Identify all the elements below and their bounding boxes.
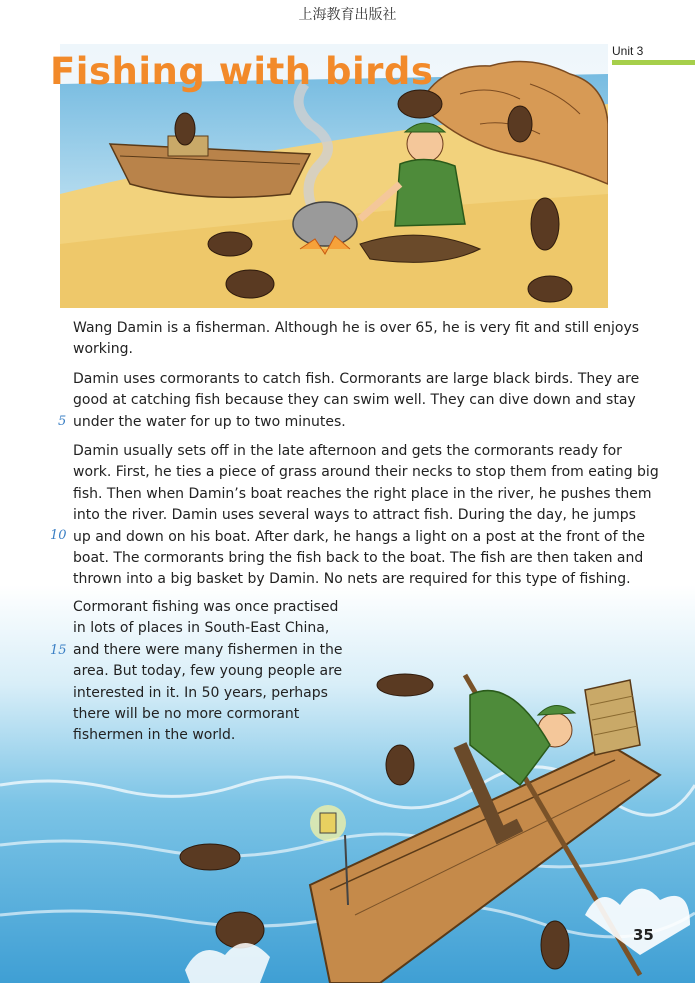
text-line: working.	[73, 341, 133, 358]
text-line: fish. Then when Damin’s boat reaches the right place in the river, he pushes them	[73, 485, 652, 502]
text-line: Wang Damin is a fisherman. Although he is over 65, he is very fit and still enjoys	[73, 320, 640, 336]
line-number: 15	[50, 643, 67, 658]
text-line: under the water for up to two minutes.	[73, 413, 346, 430]
text-line: work. First, he ties a piece of grass around their necks to stop them from eating big	[73, 464, 659, 481]
text-line: into the river. Damin uses several ways to attract fish. During the day, he jumps	[73, 507, 636, 524]
text-line: up and down on his boat. After dark, he hangs a light on a post at the front of the	[73, 528, 645, 545]
text-line: in lots of places in South-East China,	[73, 620, 330, 637]
text-line: thrown into a big basket by Damin. No nets are required for this type of fishing.	[73, 571, 631, 588]
page-title: Fishing with birds	[50, 50, 434, 93]
paragraph	[73, 318, 640, 361]
page-number: 35	[633, 926, 654, 944]
text-line: good at catching fish because they can swim well. They can dive down and stay	[73, 392, 636, 409]
unit-label: Unit 3	[612, 44, 644, 58]
text-line: and there were many fishermen in the	[73, 641, 343, 658]
publisher-header: 上海教育出版社	[298, 7, 397, 23]
paragraph	[73, 369, 640, 433]
line-number: 5	[58, 414, 67, 429]
text-line: Damin uses cormorants to catch fish. Cormorants are large black birds. They are	[73, 371, 640, 387]
paragraph	[73, 441, 659, 591]
text-line: fishermen in the world.	[73, 727, 236, 744]
text-line: Damin usually sets off in the late afternoon and gets the cormorants ready for	[73, 443, 622, 459]
text-line: interested in it. In 50 years, perhaps	[73, 684, 328, 701]
text-line: Cormorant fishing was once practised	[73, 599, 339, 615]
paragraph	[73, 597, 343, 747]
text-line: there will be no more cormorant	[73, 706, 300, 723]
text-line: boat. The cormorants bring the fish back to the boat. The fish are then taken and	[73, 550, 644, 567]
unit-accent-bar	[612, 60, 695, 65]
text-line: area. But today, few young people are	[73, 663, 343, 680]
line-number: 10	[50, 528, 67, 543]
